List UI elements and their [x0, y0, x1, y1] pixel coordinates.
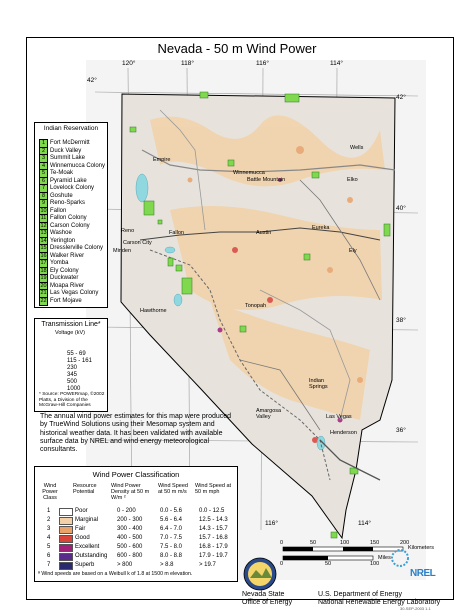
latitude-label: 38°	[396, 317, 406, 324]
city-label: Eureka	[312, 225, 330, 231]
class-cell-ms: 8.0 - 8.8	[160, 553, 183, 559]
reservation-number: 20	[40, 282, 47, 289]
mi-tick-label: 50	[325, 561, 332, 567]
reservation-item	[39, 297, 82, 305]
source-note: * Source: POWERmap, ©2002 Platts, a Division of the McGraw-Hill Companies	[39, 392, 105, 408]
doe-line2: National Renewable Energy Laboratory	[318, 599, 441, 606]
transmission-legend-title: Transmission Line*	[41, 321, 101, 328]
reservation-number: 18	[40, 267, 47, 274]
mi-tick-label: 100	[370, 561, 380, 567]
state-office-line2: Office of Energy	[242, 599, 293, 606]
class-cell-cls: 1	[47, 508, 51, 514]
reservation-name: Las Vegas Colony	[50, 290, 99, 296]
reservation-name: Fort Mojave	[50, 297, 82, 304]
reservation-name: Reno-Sparks	[50, 200, 86, 206]
city-label: Hawthorne	[140, 308, 167, 314]
km-tick-label: 100	[340, 540, 350, 546]
reservation-name: Pyramid Lake	[50, 177, 87, 184]
reservation-name: Te-Moak	[50, 170, 74, 176]
nrel-logo-text: NREL	[410, 568, 436, 579]
reservation-name: Yerington	[50, 237, 76, 244]
header-speed-ms: Wind Speed at 50 m m/s	[158, 483, 188, 495]
class-color-swatch	[59, 544, 73, 552]
class-cell-cls: 4	[47, 535, 51, 541]
class-cell-mph: 14.3 - 15.7	[199, 526, 228, 532]
reservation-name: Ely Colony	[50, 267, 79, 274]
city-label: Minden	[113, 248, 132, 254]
latitude-label: 40°	[396, 205, 406, 212]
classification-table	[34, 466, 238, 582]
reservation-name: Fallon Colony	[50, 215, 87, 221]
reservation-name: Dresslerville Colony	[50, 245, 104, 251]
doe-line1: U.S. Department of Energy	[318, 591, 403, 598]
reservation-number: 15	[40, 245, 47, 251]
classification-title: Wind Power Classification	[92, 470, 180, 479]
class-cell-cls: 2	[47, 517, 51, 523]
map-title: Nevada - 50 m Wind Power	[157, 41, 317, 56]
class-cell-mph: 16.8 - 17.9	[199, 544, 228, 550]
state-office-line1: Nevada State	[242, 591, 285, 598]
class-cell-ms: 7.5 - 8.0	[160, 544, 183, 550]
city-label: Tonopah	[245, 303, 267, 309]
reservation-name: Fallon	[50, 207, 67, 214]
reservation-number: 11	[40, 215, 47, 221]
reservation-number: 17	[40, 260, 47, 266]
reservation-name: Summit Lake	[50, 155, 86, 161]
class-cell-mph: 15.7 - 16.8	[199, 535, 228, 541]
longitude-label: 120°	[122, 60, 136, 67]
reservation-name: Goshute	[50, 192, 73, 199]
mi-label: Miles	[378, 555, 391, 561]
class-cell-potential: Outstanding	[75, 553, 108, 559]
longitude-label: 116°	[256, 60, 269, 67]
class-cell-cls: 7	[47, 562, 51, 568]
class-cell-density: 0 - 200	[117, 508, 136, 514]
reservation-name: Lovelock Colony	[50, 185, 95, 191]
header-potential: Resource Potential	[73, 483, 97, 495]
voltage-item: 115 - 161	[67, 358, 92, 364]
longitude-label: 116°	[265, 520, 278, 527]
class-color-swatch	[59, 517, 73, 525]
class-cell-potential: Superb	[75, 562, 95, 568]
reservation-number: 5	[39, 169, 48, 178]
longitude-label: 114°	[358, 520, 371, 527]
header-speed-mph: Wind Speed at 50 m mph	[195, 483, 232, 495]
reservation-name: Fort McDermitt	[50, 140, 90, 146]
latitude-label: 42°	[396, 94, 406, 101]
city-label: Battle Mountain	[247, 177, 286, 183]
header-class: Wind Power Class	[42, 483, 58, 501]
class-color-swatch	[59, 526, 73, 534]
class-cell-potential: Fair	[75, 526, 86, 532]
reservation-name: Washoe	[50, 230, 72, 236]
reservation-legend	[34, 122, 108, 308]
reservation-number: 4	[39, 162, 48, 171]
class-color-swatch	[59, 553, 73, 561]
city-label: Fallon	[169, 230, 184, 236]
city-label: Wells	[350, 145, 364, 151]
class-cell-density: 400 - 500	[117, 535, 143, 541]
class-cell-cls: 3	[47, 526, 51, 532]
reservation-name: Moapa River	[50, 282, 85, 289]
reservation-number: 7	[39, 184, 48, 193]
reservation-name: Yomba	[50, 260, 69, 266]
reservation-number: 2	[39, 147, 48, 156]
class-cell-potential: Poor	[75, 508, 88, 514]
header-density: Wind Power Density at 50 m W/m ²	[111, 483, 150, 501]
reservation-number: 14	[40, 237, 47, 244]
city-label: Indian Springs	[309, 378, 328, 390]
class-cell-density: 600 - 800	[117, 553, 143, 559]
class-cell-ms: 6.4 - 7.0	[160, 526, 183, 532]
class-cell-ms: 7.0 - 7.5	[160, 535, 183, 541]
class-cell-ms: 0.0 - 5.6	[160, 508, 183, 514]
longitude-label: 114°	[330, 60, 343, 67]
reservation-number: 12	[40, 222, 47, 229]
class-cell-mph: 12.5 - 14.3	[199, 517, 228, 523]
classification-footnote: ª Wind speeds are based on a Weibull k of 1.8 at 1500 m elevation.	[38, 571, 193, 577]
class-cell-cls: 5	[47, 544, 51, 550]
latitude-label: 42°	[87, 77, 97, 84]
voltage-item: 345	[67, 372, 78, 378]
city-label: Amargosa Valley	[256, 408, 282, 420]
class-cell-mph: 17.9 - 19.7	[199, 553, 228, 559]
voltage-label: Voltage (kV)	[55, 330, 85, 336]
reservation-name: Duck Valley	[50, 147, 82, 154]
reservation-number: 21	[40, 290, 47, 296]
km-tick-label: 0	[280, 540, 284, 546]
reservation-number: 8	[39, 192, 48, 201]
km-label: Kilometers	[408, 545, 434, 551]
nevada-state-seal	[244, 558, 276, 590]
voltage-item: 500	[67, 379, 78, 385]
longitude-label: 118°	[181, 60, 194, 67]
class-color-swatch	[59, 562, 73, 570]
city-label: Ely	[349, 248, 357, 254]
voltage-item: 1000	[67, 386, 81, 392]
city-label: Henderson	[330, 430, 357, 436]
class-cell-density: 500 - 600	[117, 544, 143, 550]
city-label: Carson City	[123, 240, 152, 246]
class-cell-density: 300 - 400	[117, 526, 143, 532]
reservation-number: 10	[40, 207, 47, 214]
reservation-name: Walker River	[50, 252, 85, 259]
km-tick-label: 200	[400, 540, 410, 546]
reservation-name: Duckwater	[50, 275, 79, 281]
city-label: Elko	[347, 177, 358, 183]
class-cell-potential: Excellent	[75, 544, 100, 550]
km-tick-label: 50	[310, 540, 317, 546]
date-code: 30-SEP-2003 1.1	[400, 606, 431, 611]
reservation-number: 6	[39, 177, 48, 186]
reservation-number: 16	[40, 252, 47, 259]
city-label: Reno	[121, 228, 135, 234]
reservation-number: 13	[40, 230, 47, 236]
class-cell-potential: Marginal	[75, 517, 99, 523]
class-cell-density: 200 - 300	[117, 517, 143, 523]
reservation-number: 19	[40, 275, 47, 281]
class-cell-density: > 800	[117, 562, 133, 568]
class-cell-ms: 5.6 - 6.4	[160, 517, 183, 523]
class-cell-cls: 6	[47, 553, 51, 559]
km-tick-label: 150	[370, 540, 380, 546]
reservation-legend-title: Indian Reservation	[43, 125, 99, 132]
mi-tick-label: 0	[280, 561, 284, 567]
description-text: The annual wind power estimates for this map were produced by TrueWind Solutions using their Mesomap system and historical weather data. It has been validated with available surface data by NREL and wind energy meteorological consultants.	[40, 413, 232, 454]
reservation-number: 22	[40, 297, 47, 304]
class-cell-mph: 0.0 - 12.5	[199, 508, 225, 514]
class-cell-ms: > 8.8	[160, 562, 174, 568]
transmission-legend	[34, 318, 108, 412]
reservation-name: Carson Colony	[50, 222, 90, 229]
voltage-item: 230	[67, 365, 78, 371]
reservation-number: 9	[39, 199, 48, 208]
city-label: Winnemucca	[233, 170, 265, 176]
class-cell-mph: > 19.7	[199, 562, 216, 568]
class-color-swatch	[59, 535, 73, 543]
reservation-number: 1	[39, 139, 48, 148]
class-color-swatch	[59, 508, 73, 516]
voltage-item: 55 - 69	[67, 351, 86, 357]
reservation-name: Winnemucca Colony	[50, 162, 106, 169]
city-label: Empire	[153, 157, 171, 163]
latitude-label: 36°	[396, 427, 406, 434]
class-cell-potential: Good	[75, 535, 90, 541]
city-label: Austin	[256, 230, 272, 236]
reservation-number: 3	[39, 154, 48, 163]
city-label: Las Vegas	[326, 414, 352, 420]
